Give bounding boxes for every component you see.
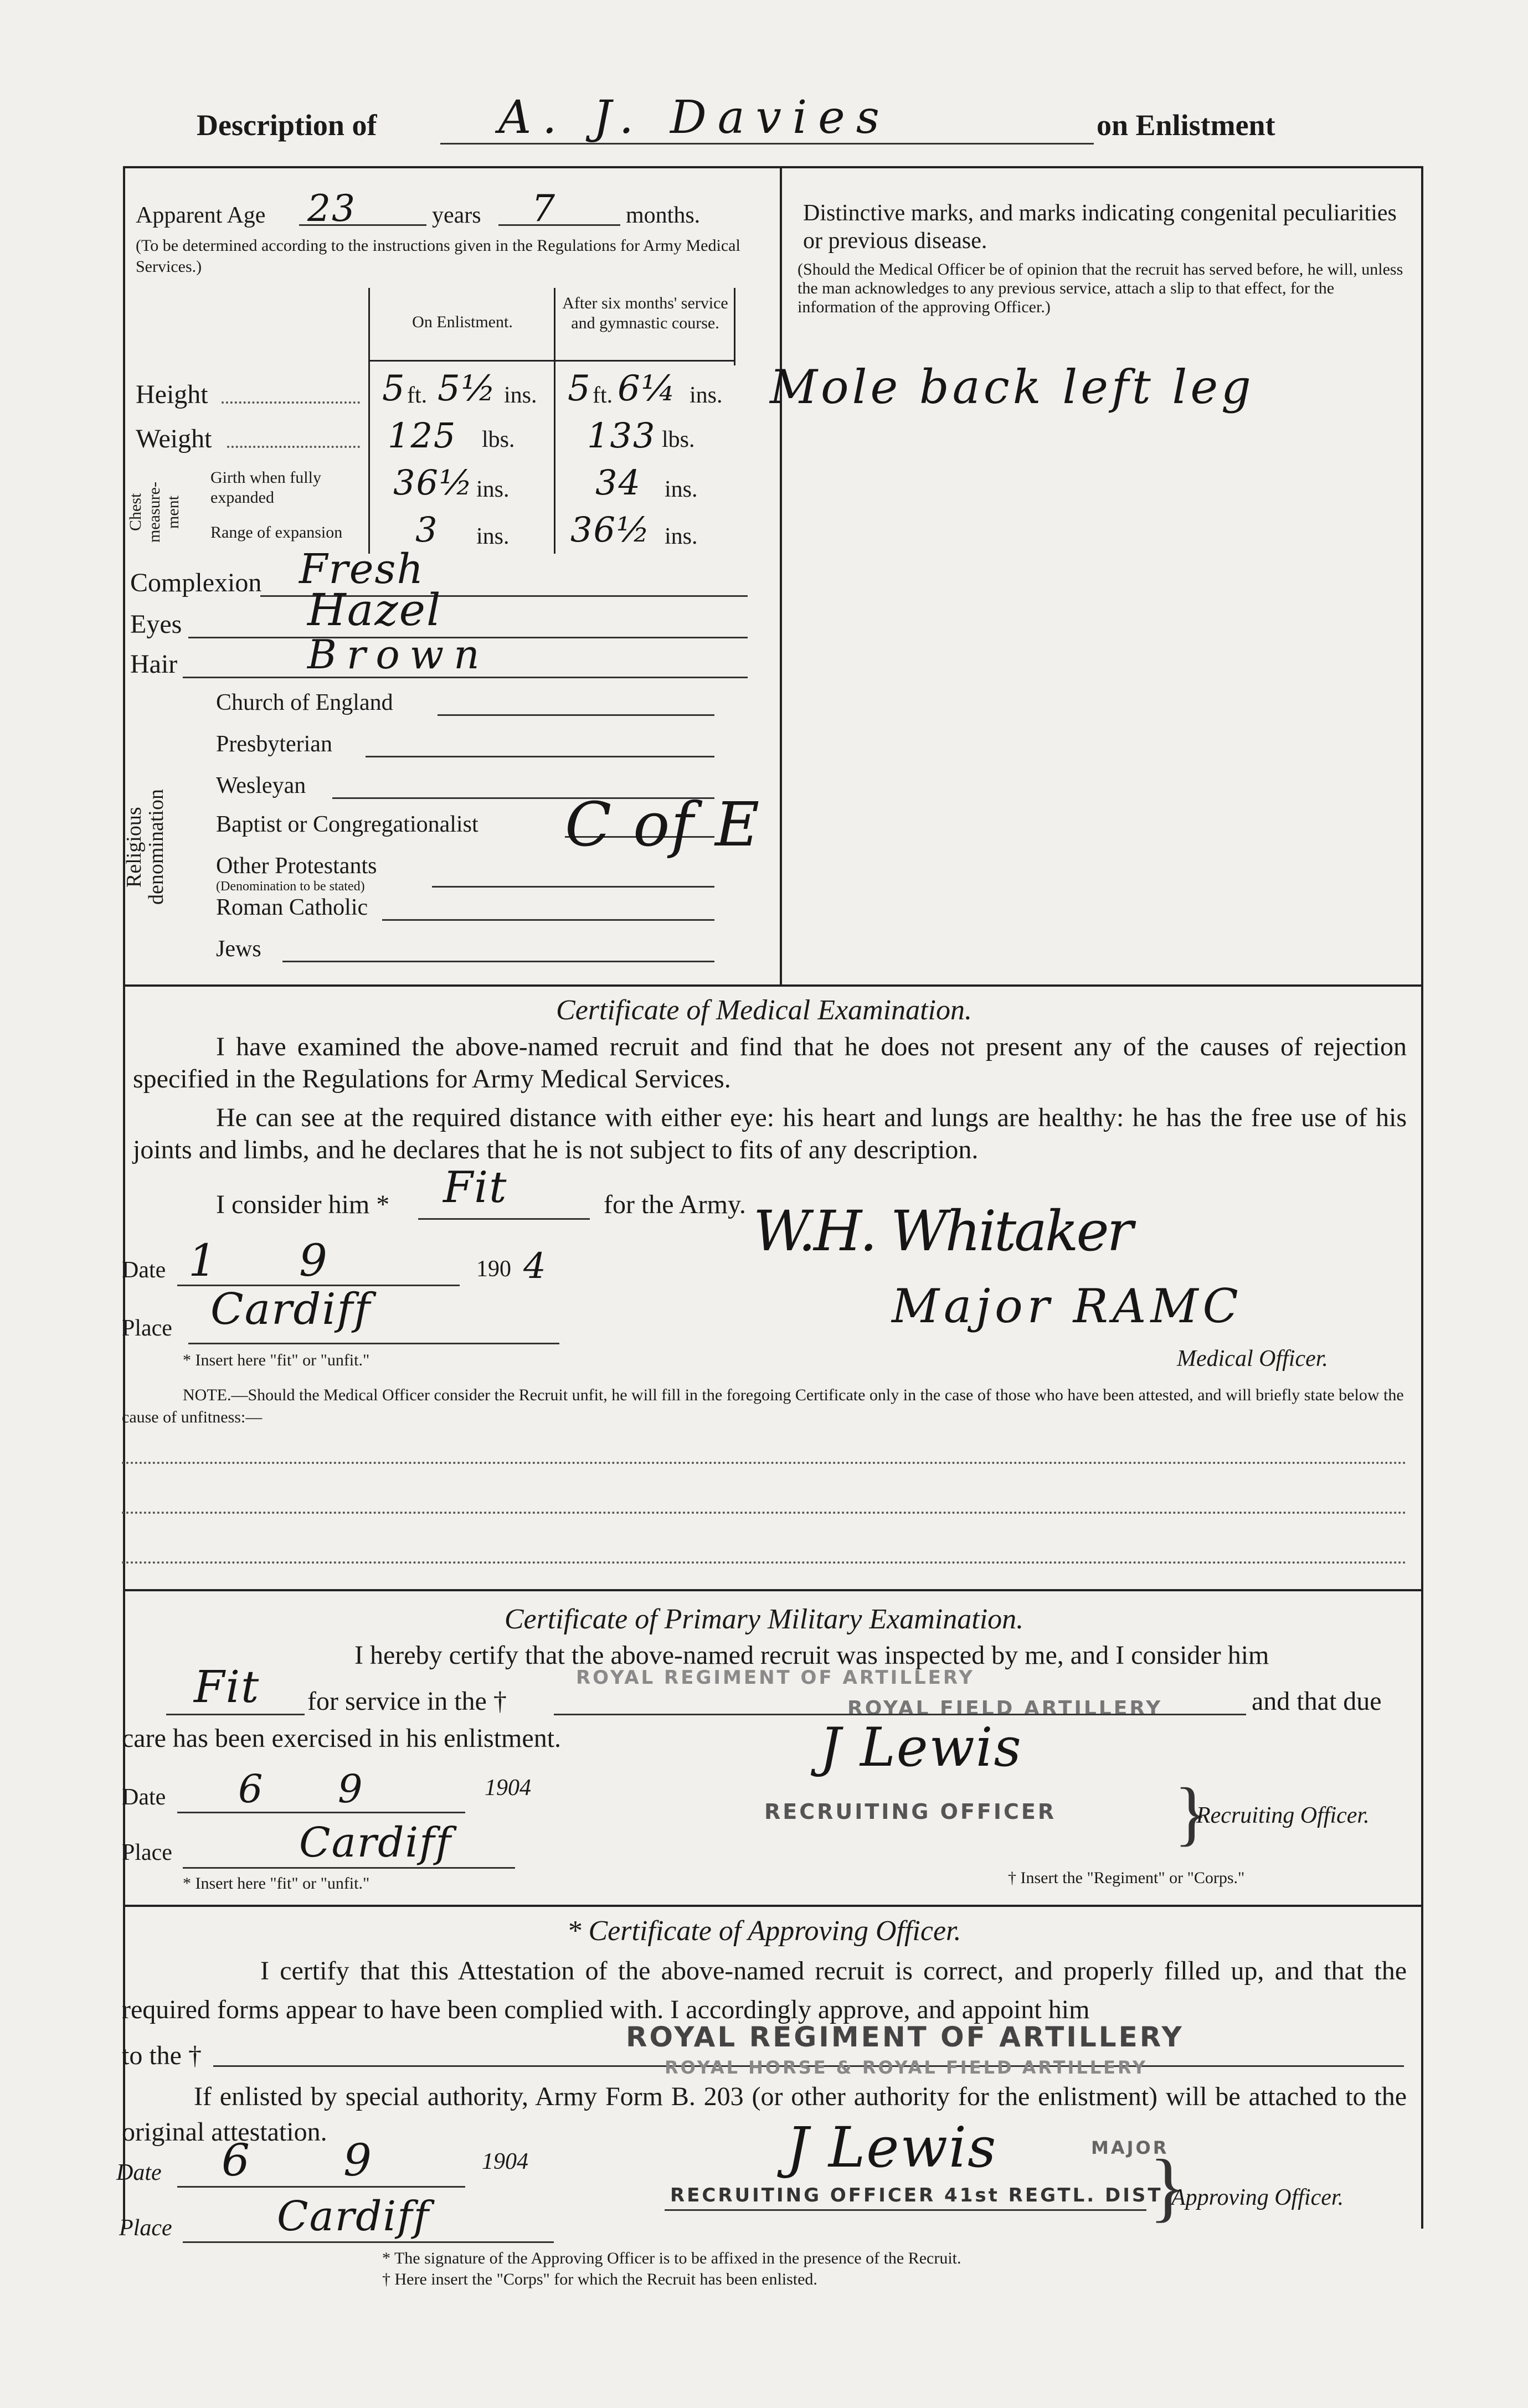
height-leader [222,401,360,404]
height-after-in-unit: ins. [690,383,723,408]
approving-officer-label: Approving Officer. [1171,2185,1344,2210]
primary-service-suffix: and that due [1252,1687,1382,1716]
weight-after-unit: lbs. [662,427,695,452]
medical-rank: Major RAMC [892,1279,1243,1333]
medical-officer-label: Medical Officer. [1177,1346,1328,1371]
hair-label: Hair [130,649,178,679]
height-label: Height [136,380,208,409]
section-divider-2 [123,1589,1423,1591]
weight-label: Weight [136,424,212,453]
unfit-line-3 [122,1561,1407,1564]
years-label: years [432,203,481,228]
unfit-line-1 [122,1462,1407,1464]
primary-date-month: 9 [338,1766,364,1812]
range-enl-unit: ins. [476,524,510,549]
approving-brace: } [1149,2144,1187,2230]
col-after: After six months' service and gymnastic course. [562,294,728,332]
primary-service-line [554,1714,1246,1715]
primary-stamp-officer: RECRUITING OFFICER [764,1799,1057,1824]
primary-date-line [177,1812,465,1813]
marks-value: Mole back left leg [770,360,1254,414]
table-header-rule [368,360,734,362]
religion-label: Religious denomination [122,789,168,905]
religion-roman-catholic: Roman Catholic [216,895,368,920]
height-enl-ft: 5 [382,368,406,409]
eyes-value: Hazel [307,584,442,636]
primary-signature: J Lewis [820,1716,1022,1778]
height-after-ft-unit: ft. [593,383,613,408]
girth-enl-unit: ins. [476,477,510,502]
girth-label: Girth when fully expanded [210,468,321,507]
rel-line-6 [382,919,714,921]
eyes-label: Eyes [130,610,182,639]
header-prefix: Description of [197,109,377,142]
medical-year-printed: 190 [476,1256,511,1282]
age-months-line [498,224,620,226]
approving-footnote-1: * The signature of the Approving Officer is to be affixed in the presence of the Recruit. [382,2249,961,2267]
primary-place-label: Place [122,1840,172,1865]
approving-place-line [183,2241,554,2243]
weight-after: 133 [587,415,656,456]
primary-fit-line [166,1714,305,1715]
approving-to-the: to the † [122,2041,202,2070]
primary-regiment-note: † Insert the "Regiment" or "Corps." [1008,1869,1245,1887]
primary-paragraph-1: I hereby certify that the above-named recruit was inspected by me, and I consider him [354,1641,1269,1670]
approving-stamp-major: MAJOR [1091,2137,1169,2158]
medical-title: Certificate of Medical Examination. [556,994,972,1026]
hair-line [183,677,748,678]
complexion-value: Fresh [299,545,425,593]
height-enl-ft-unit: ft. [407,383,428,408]
weight-enl-unit: lbs. [482,427,515,452]
table-rule-1 [368,288,370,554]
religion-church-of-england: Church of England [216,690,393,715]
age-months: 7 [532,187,556,230]
religion-mark: C of E [565,789,761,860]
religion-jews: Jews [216,936,261,962]
range-enl: 3 [415,509,439,550]
age-label: Apparent Age [136,203,266,228]
recruit-name: A. J. Davies [498,91,891,144]
age-note: (To be determined according to the instructions given in the Regulations for Army Medical Services.) [136,236,740,276]
medical-date-day: 1 [188,1235,218,1286]
approving-date-month: 9 [343,2134,373,2186]
rel-line-7 [282,961,714,962]
girth-after-unit: ins. [665,477,698,502]
primary-year: 1904 [485,1775,531,1801]
medical-paragraph-2: He can see at the required distance with either eye: his heart and lungs are healthy: he has the free use of his joints and limbs, and he declares that he is not subject to fits of any description. [133,1103,1407,1164]
marks-heading: Distinctive marks, and marks indicating congenital peculiarities or previous disease. [803,200,1397,254]
primary-place-value: Cardiff [299,1819,452,1866]
religion-presbyterian: Presbyterian [216,731,332,757]
medical-paragraph-1: I have examined the above-named recruit and find that he does not present any of the causes of rejection specified in the Regulations for Army Medical Services. [133,1032,1407,1094]
medical-place-line [188,1343,559,1344]
section-divider-3 [123,1905,1423,1907]
primary-place-line [183,1867,515,1869]
girth-after: 34 [595,462,641,503]
months-label: months. [626,203,701,228]
medical-insert-note: * Insert here "fit" or "unfit." [183,1351,370,1369]
height-after-in: 6¼ [618,368,677,409]
religion-baptist: Baptist or Congregationalist [216,812,479,837]
weight-leader [227,446,360,448]
primary-paragraph-2: care has been exercised in his enlistment. [122,1724,562,1753]
primary-date-label: Date [122,1785,166,1810]
girth-enl: 36½ [393,462,474,503]
primary-service-prefix: for service in the † [307,1687,507,1716]
approving-title: * Certificate of Approving Officer. [567,1915,961,1947]
header-suffix: on Enlistment [1097,109,1275,142]
approving-stamp-officer: RECRUITING OFFICER 41st REGTL. DIST [670,2184,1163,2206]
approving-stamp-regiment: ROYAL REGIMENT OF ARTILLERY [626,2021,1184,2053]
medical-place-value: Cardiff [210,1285,372,1334]
medical-date-label: Date [122,1257,166,1283]
primary-brace: } [1174,1773,1209,1853]
medical-consider-suffix: for the Army. [604,1190,746,1219]
complexion-label: Complexion [130,568,262,597]
primary-insert-note: * Insert here "fit" or "unfit." [183,1874,370,1893]
approving-place-value: Cardiff [277,2193,430,2240]
name-line [440,143,1094,145]
approving-date-day: 6 [222,2134,251,2186]
range-after: 36½ [570,509,651,550]
approving-date-label: Date [116,2160,162,2185]
primary-officer-label: Recruiting Officer. [1196,1803,1370,1828]
frame-top [123,166,1423,168]
approving-date-line [177,2186,465,2188]
table-rule-2 [554,288,555,554]
approving-stamp-line [665,2209,1146,2211]
hair-value: Brown [307,631,490,678]
approving-paragraph-2: If enlisted by special authority, Army Form B. 203 (or other authority for the enlistment) will be attached to the original attestation. [122,2082,1407,2147]
medical-year-hand: 4 [523,1246,547,1287]
medical-consider-prefix: I consider him * [216,1190,390,1219]
primary-stamp-regiment: ROYAL REGIMENT OF ARTILLERY [576,1667,975,1689]
marks-note: (Should the Medical Officer be of opinion that the recruit has served before, he will, unless the man acknowledges to any previous service, attach a slip to that effect, for the information of the approving Officer.) [798,260,1403,316]
approving-paragraph-1: I certify that this Attestation of the above-named recruit is correct, and properly filled up, and that the required forms appear to have been complied with. I accordingly approve, and appoint him [122,1956,1407,2024]
medical-fit-value: Fit [443,1163,508,1213]
weight-enl: 125 [388,415,457,456]
approving-signature: J Lewis [786,2115,997,2180]
table-rule-3 [734,288,735,365]
religion-denomination-note: (Denomination to be stated) [216,879,365,894]
medical-signature: W.H. Whitaker [753,1199,1131,1264]
unfit-line-2 [122,1512,1407,1514]
col-enlistment: On Enlistment. [412,313,513,331]
primary-date-day: 6 [238,1766,264,1812]
primary-title: Certificate of Primary Military Examination. [504,1603,1024,1635]
section-divider-1 [123,984,1423,987]
height-enl-in: 5½ [438,368,497,409]
range-after-unit: ins. [665,524,698,549]
column-divider [780,166,782,986]
medical-place-label: Place [122,1316,172,1341]
primary-fit-value: Fit [194,1661,260,1713]
medical-note: NOTE.—Should the Medical Officer consider the Recruit unfit, he will fill in the foregoing Certificate only in the case of those who have been attested, and will briefly state below the cause of unfitness:— [122,1386,1404,1426]
rel-line-1 [438,714,714,716]
age-years: 23 [307,187,356,230]
medical-date-month: 9 [299,1235,328,1286]
range-label: Range of expansion [210,523,343,542]
approving-stamp-horse-field: ROYAL HORSE & ROYAL FIELD ARTILLERY [665,2057,1148,2078]
primary-stamp-field-artillery: ROYAL FIELD ARTILLERY [847,1697,1163,1720]
age-years-line [299,224,426,226]
rel-line-2 [366,756,714,757]
approving-year: 1904 [482,2149,528,2174]
approving-place-label: Place [119,2215,172,2241]
medical-fit-line [418,1218,590,1220]
religion-wesleyan: Wesleyan [216,773,306,798]
chest-label: Chest measure-ment [126,482,182,543]
religion-other-protestants: Other Protestants [216,853,377,879]
height-after-ft: 5 [568,368,591,409]
approving-footnote-2: † Here insert the "Corps" for which the Recruit has been enlisted. [382,2270,817,2288]
rel-line-5 [432,886,714,888]
height-enl-in-unit: ins. [504,383,537,408]
